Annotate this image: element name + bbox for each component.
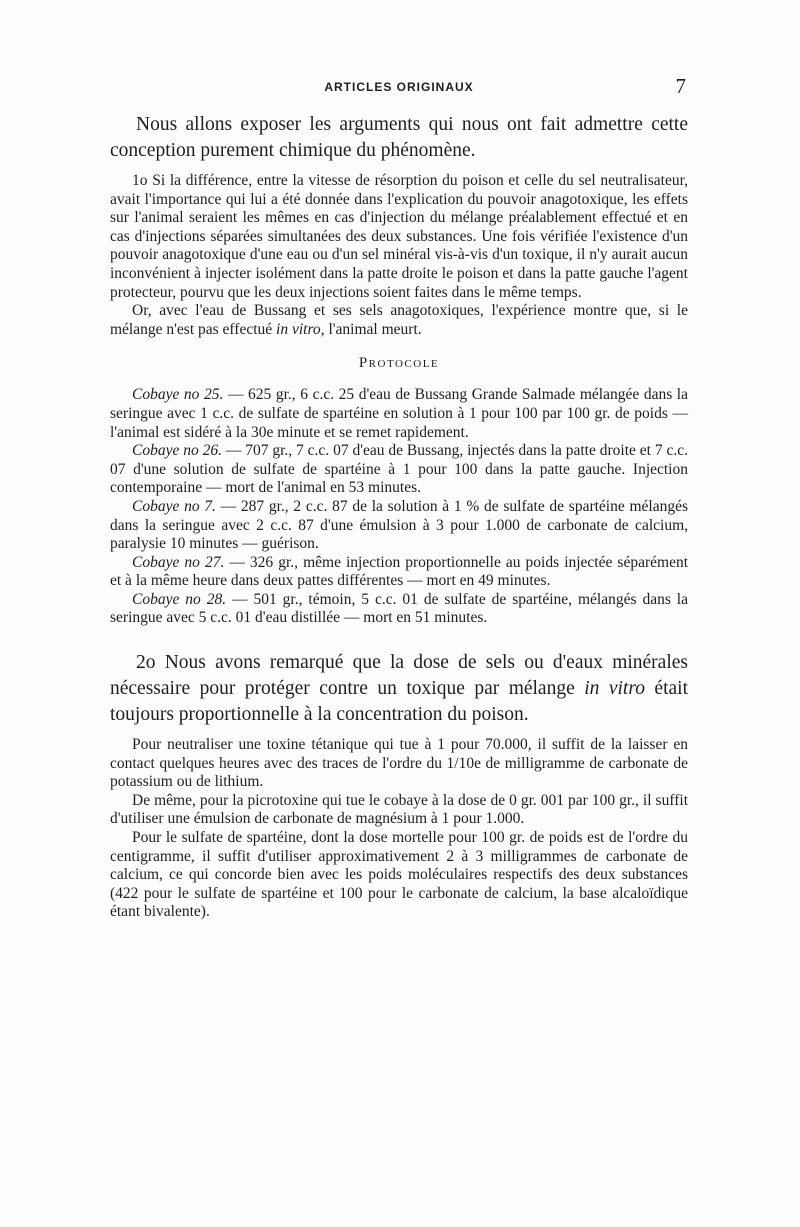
point-2-lead-end: était toujours proportionnelle à la concentration du poison. <box>110 678 688 726</box>
protocol-entry-text: — 625 gr., 6 c.c. 25 d'eau de Bussang Grande Salmade mélangée dans la seringue avec 1 c.c. de sulfate de spartéine en solution à 1 pour 100 par 100 gr. de poids — l'animal est sidéré à la 30e minute et se remet rapidement. <box>110 386 688 441</box>
protocol-entry <box>110 591 688 628</box>
point-1-conclusion <box>110 302 688 339</box>
point-2-paragraph-sparteine: Pour le sulfate de spartéine, dont la dose mortelle pour 100 gr. de poids est de l'ordre du centigramme, il suffit d'utiliser approximativement 2 à 3 milligrammes de carbonate de calcium, ce qui concorde bien avec les poids moléculaires respectifs des deux substances (422 pour le sulfate de spartéine et 100 pour le carbonate de calcium, la base alcaloïdique étant bivalente). <box>110 829 688 921</box>
protocol-entry <box>110 386 688 442</box>
point-1-paragraph: 1o Si la différence, entre la vitesse de résorption du poison et celle du sel neutralisateur, avait l'importance qui lui a été donnée dans l'explication du pouvoir anagotoxique, les effets sur l'animal seraient les mêmes en cas d'injection du mélange préalablement effectué et en cas d'injections séparées simultanées des deux substances. Une fois vérifiée l'existence d'un pouvoir anagotoxique d'une eau ou d'un sel minéral vis-à-vis d'un toxique, il n'y aurait aucun inconvénient à injecter isolément dans la patte droite le poison et dans la patte gauche l'agent protecteur, pourvu que les deux injections soient faites dans le même temps. <box>110 172 688 301</box>
point-1-conclusion-end: , l'animal meurt. <box>320 320 422 338</box>
intro-paragraph: Nous allons exposer les arguments qui nous ont fait admettre cette conception purement chimique du phénomène. <box>110 114 688 161</box>
point-2-lead-start: 2o Nous avons remarqué que la dose de sels ou d'eaux minérales nécessaire pour protéger contre un toxique par mélange <box>110 652 688 700</box>
page-number: 7 <box>675 74 686 98</box>
protocol-entry-label: Cobaye no 28. <box>132 590 227 608</box>
page-header <box>110 74 688 100</box>
protocol-entry-text: — 501 gr., témoin, 5 c.c. 01 de sulfate de spartéine, mélangés dans la seringue avec 5 c.c. 01 d'eau distillée — mort en 51 minutes. <box>110 590 688 627</box>
point-1-conclusion-start: Or, avec l'eau de Bussang et ses sels anagotoxiques, l'expérience montre que, si le mélange n'est pas effectué <box>110 302 688 338</box>
protocol-list <box>110 386 688 628</box>
protocol-entry <box>110 498 688 554</box>
protocol-entry-text: — 707 gr., 7 c.c. 07 d'eau de Bussang, injectés dans la patte droite et 7 c.c. 07 d'une solution de sulfate de spartéine à 1 pour 100 dans la patte gauche. Injection contemporaine — mort de l'animal en 53 minutes. <box>110 442 688 497</box>
point-2-lead <box>110 650 688 728</box>
point-2-lead-italic: in vitro <box>584 678 645 700</box>
page-body <box>110 112 688 922</box>
running-title: ARTICLES ORIGINAUX <box>324 80 474 94</box>
protocol-entry-label: Cobaye no 27. <box>132 553 225 571</box>
point-2-paragraph-picrotoxine: De même, pour la picrotoxine qui tue le cobaye à la dose de 0 gr. 001 par 100 gr., il suffit d'utiliser une émulsion de carbonate de magnésium à 1 pour 1.000. <box>110 791 688 828</box>
protocol-entry <box>110 442 688 498</box>
protocol-entry-label: Cobaye no 7. <box>132 497 216 515</box>
point-2-paragraph-tetanus: Pour neutraliser une toxine tétanique qui tue à 1 pour 70.000, il suffit de la laisser en contact quelques heures avec des traces de l'ordre du 1/10e de milligramme de carbonate de potassium ou de lithium. <box>110 736 688 791</box>
protocol-entry-label: Cobaye no 25. <box>132 386 224 404</box>
protocol-entry <box>110 554 688 591</box>
protocol-entry-text: — 287 gr., 2 c.c. 87 de la solution à 1 % de sulfate de spartéine mélangés dans la seringue avec 2 c.c. 87 d'une émulsion à 3 pour 1.000 de carbonate de calcium, paralysie 10 minutes — guérison. <box>110 497 688 553</box>
protocol-entry-label: Cobaye no 26. <box>132 442 222 460</box>
protocol-title: Protocole <box>358 355 440 372</box>
protocol-entry-text: — 326 gr., même injection proportionnelle au poids injectée séparément et à la même heure dans deux pattes différentes — mort en 49 minutes. <box>110 553 688 590</box>
point-1-conclusion-italic: in vitro <box>276 320 321 338</box>
